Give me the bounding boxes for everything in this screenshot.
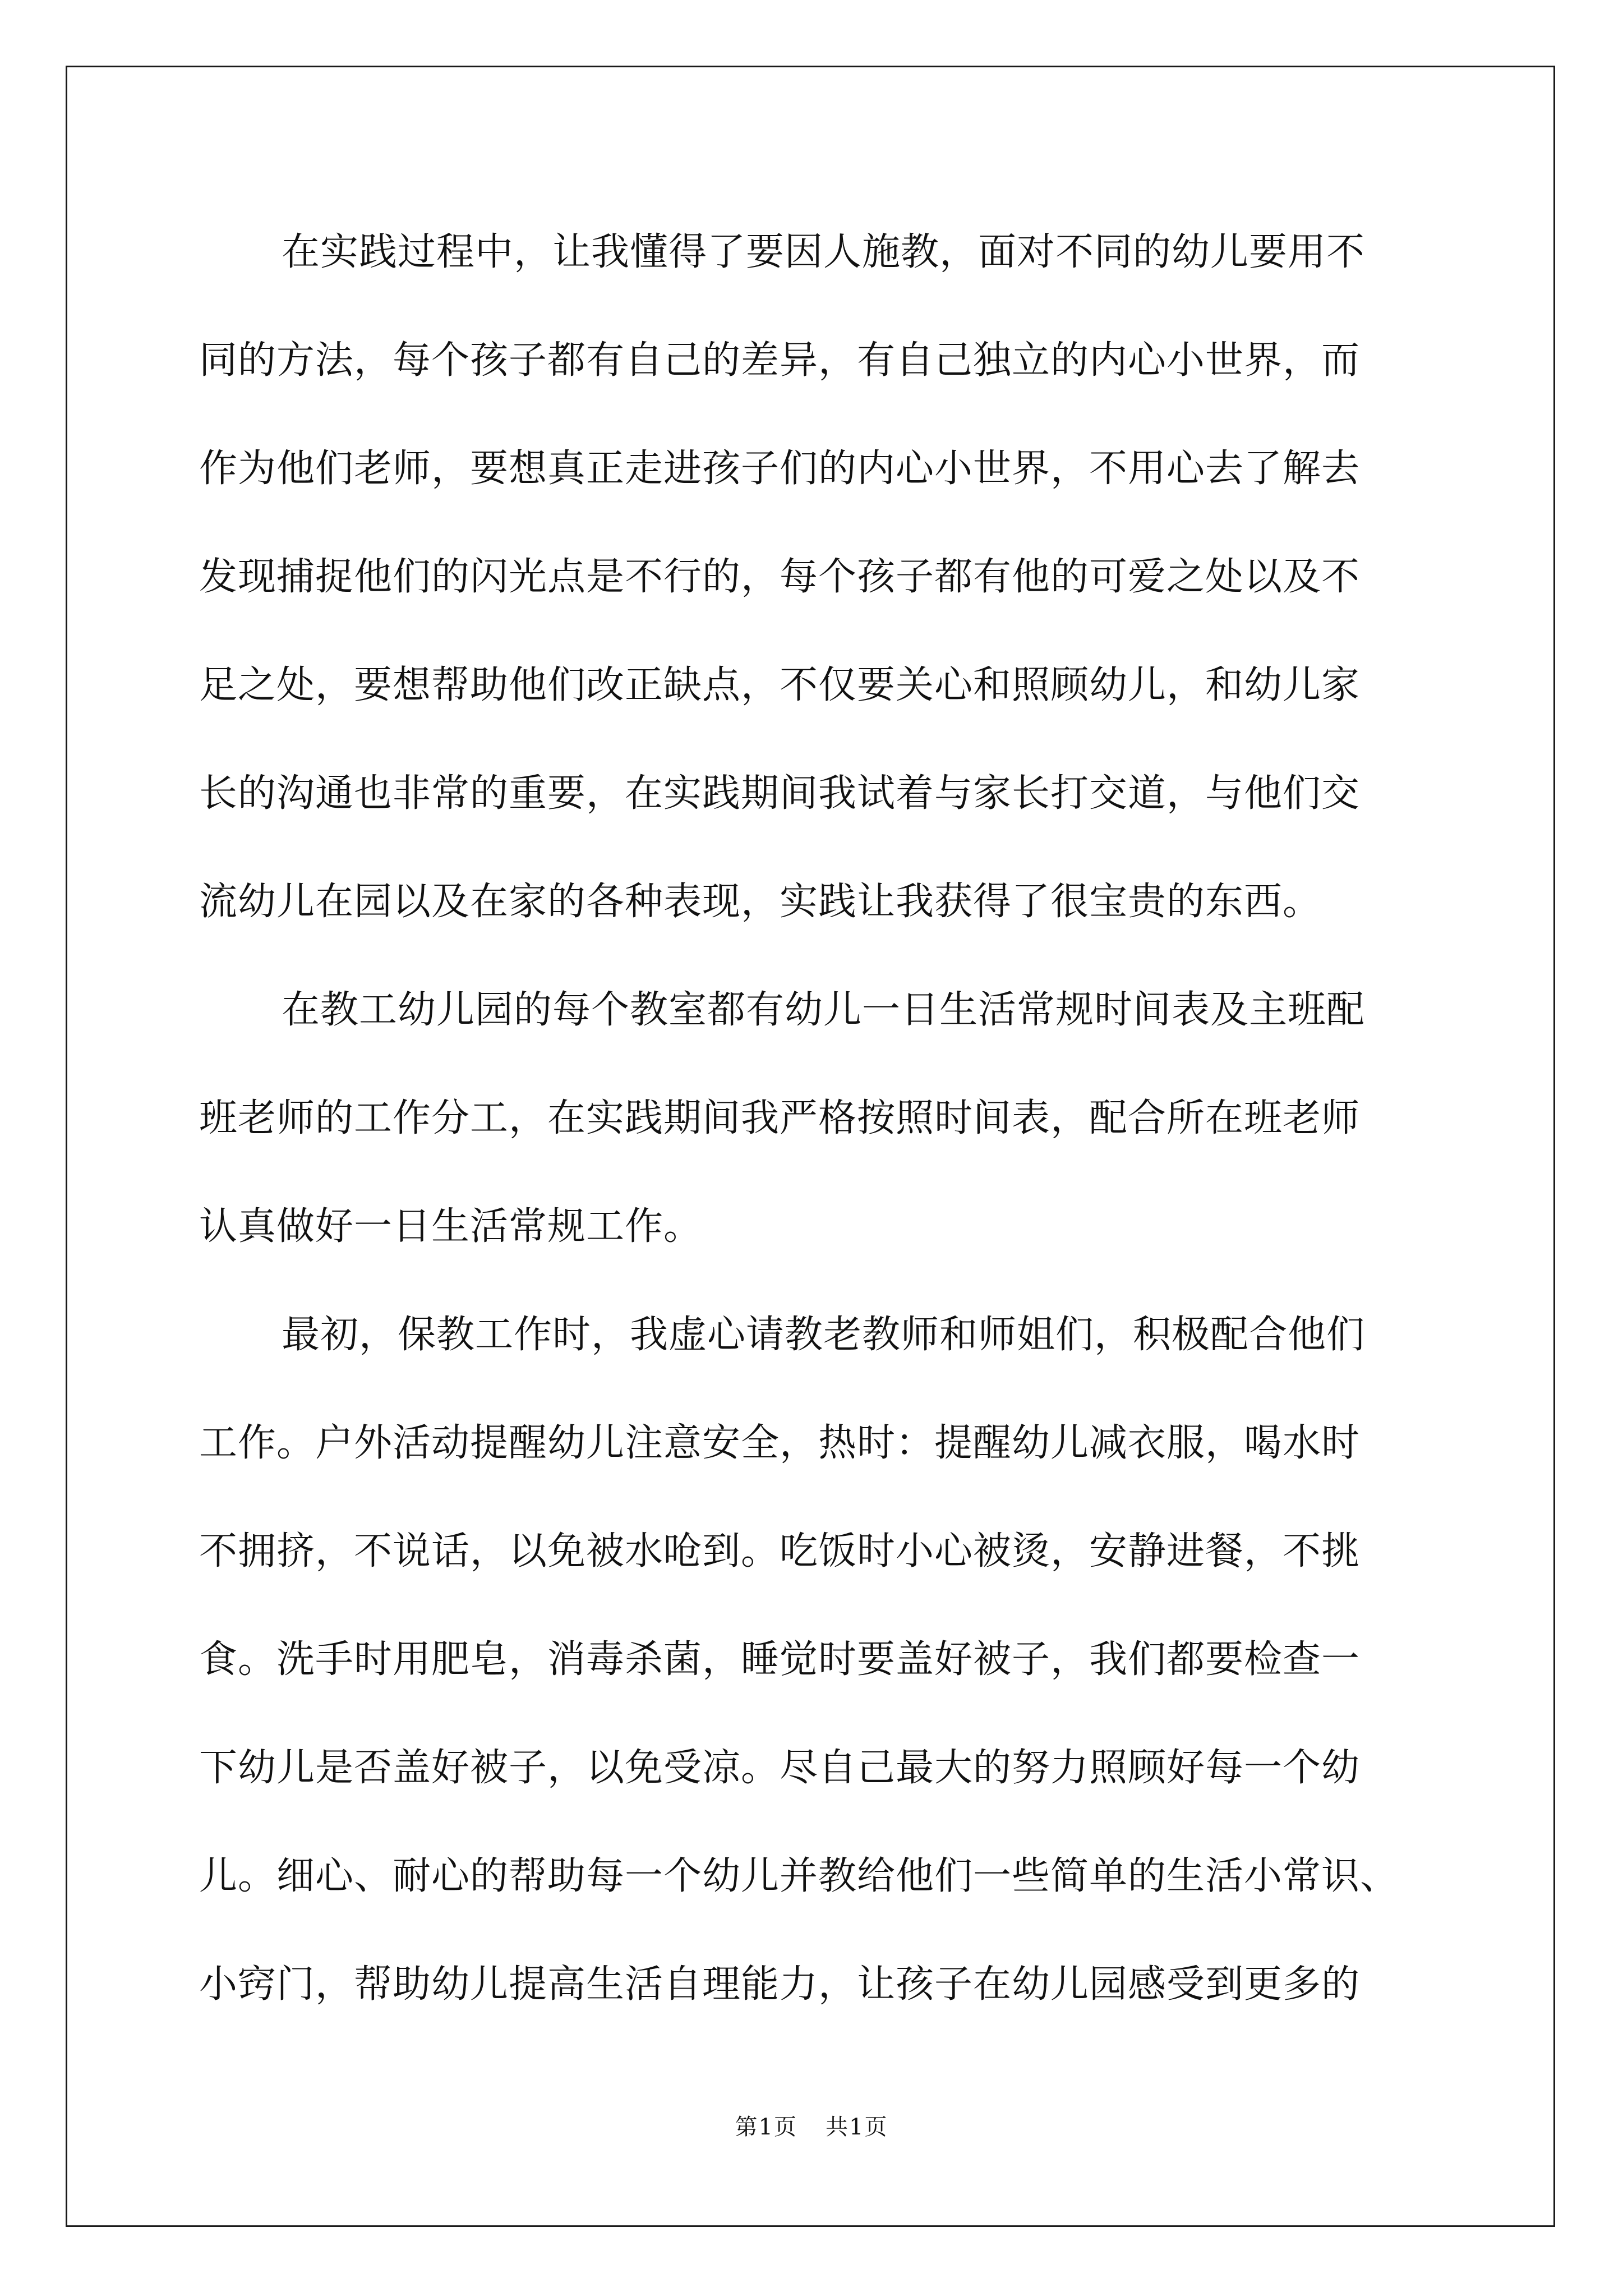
page-footer — [0, 2109, 1623, 2141]
text-line: 下幼儿是否盖好被子，以免受凉。尽自己最大的努力照顾好每一个幼 — [199, 1746, 1361, 1790]
text-line: 小窍门，帮助幼儿提高生活自理能力，让孩子在幼儿园感受到更多的 — [199, 1962, 1361, 2007]
text-line: 儿。细心、耐心的帮助每一个幼儿并教给他们一些简单的生活小常识、 — [199, 1854, 1399, 1898]
text-line: 食。洗手时用肥皂，消毒杀菌，睡觉时要盖好被子，我们都要检查一 — [199, 1637, 1361, 1682]
text-line: 同的方法，每个孩子都有自己的差异，有自己独立的内心小世界，而 — [199, 338, 1361, 383]
document-body — [199, 222, 1433, 2062]
text-line: 在实践过程中，让我懂得了要因人施教，面对不同的幼儿要用不 — [282, 230, 1366, 274]
text-line: 工作。户外活动提醒幼儿注意安全，热时：提醒幼儿减衣服，喝水时 — [199, 1421, 1361, 1465]
text-line: 足之处，要想帮助他们改正缺点，不仅要关心和照顾幼儿，和幼儿家 — [199, 663, 1361, 707]
text-line: 在教工幼儿园的每个教室都有幼儿一日生活常规时间表及主班配 — [282, 988, 1366, 1032]
text-line: 不拥挤，不说话，以免被水呛到。吃饭时小心被烫，安静进餐，不挑 — [199, 1529, 1361, 1573]
text-line: 作为他们老师，要想真正走进孩子们的内心小世界，不用心去了解去 — [199, 447, 1361, 491]
text-line: 最初，保教工作时，我虚心请教老教师和师姐们，积极配合他们 — [282, 1313, 1366, 1357]
text-line: 流幼儿在园以及在家的各种表现，实践让我获得了很宝贵的东西。 — [199, 880, 1322, 924]
text-line: 班老师的工作分工，在实践期间我严格按照时间表，配合所在班老师 — [199, 1096, 1361, 1140]
total-pages: 共1页 — [826, 2114, 888, 2140]
page-number: 第1页 — [735, 2114, 797, 2140]
text-line: 认真做好一日生活常规工作。 — [199, 1204, 703, 1249]
text-line: 发现捕捉他们的闪光点是不行的，每个孩子都有他的可爱之处以及不 — [199, 555, 1361, 599]
text-line: 长的沟通也非常的重要，在实践期间我试着与家长打交道，与他们交 — [199, 771, 1361, 816]
